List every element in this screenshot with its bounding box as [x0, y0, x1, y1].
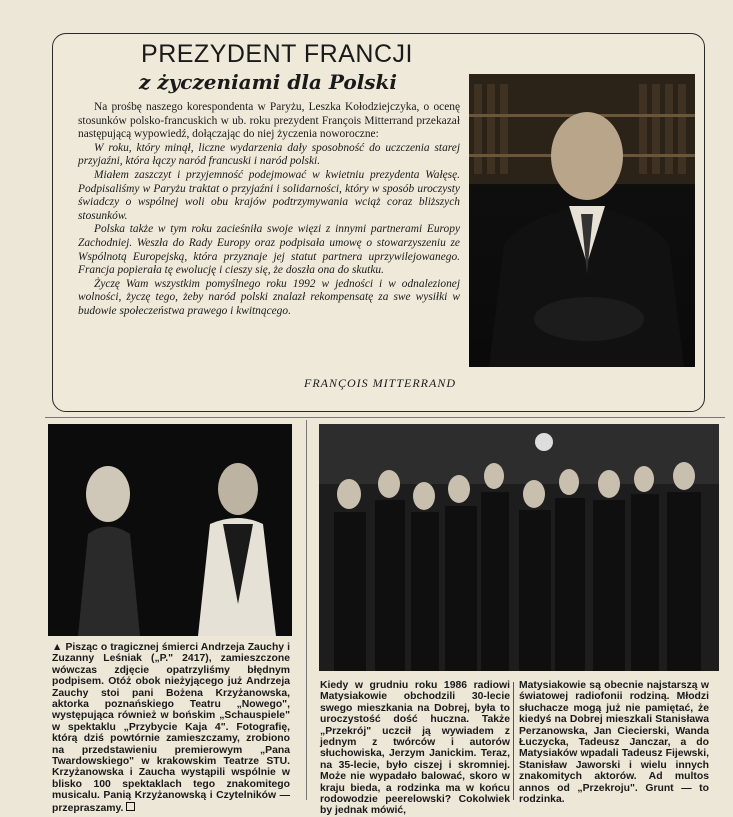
paragraph: Polska także w tym roku zacieśniła swoje więzi z innymi partnerami Europy Zachodniej. Weszła do Rady Europy oraz podpisała umowę o stowarzyszeniu ze Wspólnotą Europejską, która przyznaje jej statut partnera uprzywilejowanego. Francja popierała tę ewolucję i cieszy się, że doszła ona do skutku.: [78, 223, 460, 277]
paragraph: Na prośbę naszego korespondenta w Paryżu, Leszka Kołodziejczyka, o ocenę stosunków polsko-francuskich w ub. roku prezydent François Mitterrand przekazał następującą wypowiedź, dołączając do niej życzenia noworoczne:: [78, 101, 460, 141]
theatre-photo: [48, 424, 292, 636]
signature: FRANÇOIS MITTERRAND: [304, 376, 456, 390]
divider: [306, 420, 307, 800]
article-title: PREZYDENT FRANCJI: [141, 40, 413, 68]
text-column: Matysiakowie są obecnie najstarszą w światowej radiofonii rodziną. Młodzi słuchacze mogą już nie pamiętać, że kiedyś na Dobrej mieszkali Stanisława Perzanowska, Jan Ciecierski, Wanda Łuczycka, Tadeusz Janczar, a do Matysiaków wpadali Tadeusz Fijewski, Stanisław Jaworski i wielu innych znakomitych aktorów. Ad multos annos od „Przekroju". Grunt — to rodzinka.: [519, 680, 709, 806]
paragraph: Życzę Wam wszystkim pomyślnego roku 1992 w jedności i w odnalezionej wolności, życzę tego, żeby naród polski znalazł rekompensatę za swe wysiłki w budowie społeczeństwa prawego i kwitnącego.: [78, 277, 460, 317]
article-subtitle: z życzeniami dla Polski: [138, 70, 398, 94]
group-photo: [319, 424, 719, 671]
article-body: [78, 101, 460, 319]
paragraph: W roku, który minął, liczne wydarzenia dały sposobność do uczczenia starej przyjaźni, która łączy naród francuski i naród polski.: [78, 141, 460, 168]
divider: [45, 417, 725, 418]
portrait-photo: [469, 74, 695, 367]
photo-caption: ▲ Pisząc o tragicznej śmierci Andrzeja Zauchy i Zuzanny Leśniak („P." 2417), zamieszczone wówczas zdjęcie opatrzyliśmy błędnym podpisem. Otóż obok nieżyjącego już Andrzeja Zauchy stoi pani Bożena Krzyżanowska, aktorka poznańskiego Teatru „Nowego", występująca również w bońskim „Schauspiele" w spektaklu „Przybycie Kaja 4". Fotografię, którą dziś powtórnie zamieszczamy, zrobiono na przedstawieniu premierowym „Pana Twardowskiego" w krakowskim Teatrze STU. Krzyżanowska i Zaucha wystąpili wspólnie w blisko 100 spektaklach tego znakomitego musicalu. Panią Krzyżanowską i Czytelników — przepraszamy.: [52, 642, 290, 814]
paragraph: Miałem zaszczyt i przyjemność podejmować w kwietniu prezydenta Wałęsę. Podpisaliśmy w Paryżu traktat o przyjaźni i solidarności, który w sposób uroczysty świadczy o wspólnej woli obu krajów podtrzymywania wciąż coraz bliższych stosunków.: [78, 168, 460, 222]
divider: [513, 682, 514, 800]
end-square-icon: [126, 802, 135, 811]
text-column: Kiedy w grudniu roku 1986 radiowi Matysiakowie obchodzili 30-lecie swego mieszkania na Dobrej, była to uroczystość dość huczna. Także „Przekrój" uczcił ją wywiadem z jednym z twórców i autorów słuchowiska, Jerzym Janickim. Teraz, na 35-lecie, było ciszej i skromniej. Może nie wypadało balować, skoro w kraju bieda, a rodzinka ma w końcu rodowodzie peerelowski? Cokolwiek by jednak mówić,: [320, 680, 510, 817]
